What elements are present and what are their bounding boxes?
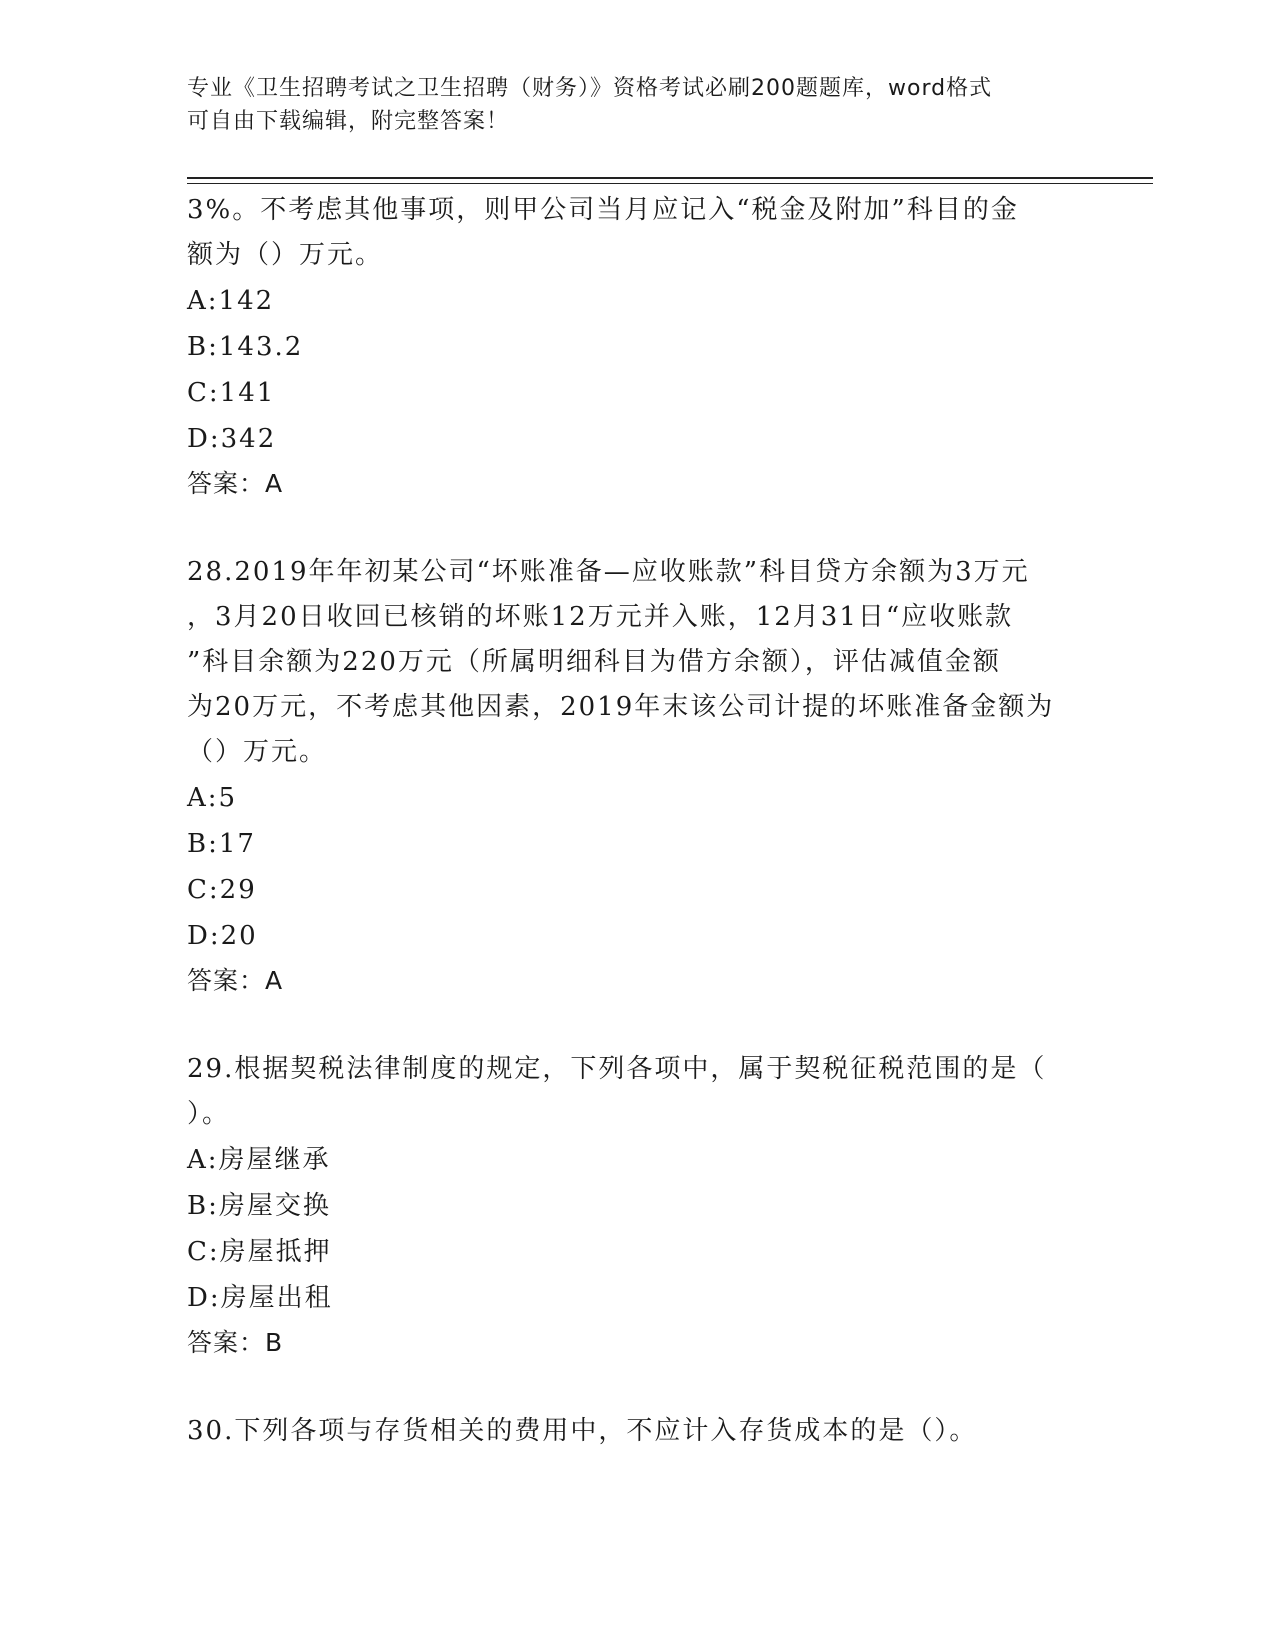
question-item xyxy=(187,550,1087,1003)
question-stem xyxy=(187,550,1087,775)
answer-line: 答案：A xyxy=(187,966,284,995)
stem-line: 额为（）万元。 xyxy=(187,240,384,270)
stem-line: （）万元。 xyxy=(187,737,328,767)
option-b: B:143.2 xyxy=(187,332,304,362)
option-d: D:20 xyxy=(187,921,258,951)
option-c: C:141 xyxy=(187,378,276,408)
stem-line: 为20万元，不考虑其他因素，2019年末该公司计提的坏账准备金额为 xyxy=(187,692,1055,722)
question-item xyxy=(187,1047,1087,1365)
question-stem xyxy=(187,1409,1087,1454)
stem-line: 28.2019年年初某公司“坏账准备—应收账款”科目贷方余额为3万元 xyxy=(187,557,1030,587)
question-item xyxy=(187,188,1087,506)
stem-line: ，3月20日收回已核销的坏账12万元并入账，12月31日“应收账款 xyxy=(187,602,1014,632)
option-b: B:房屋交换 xyxy=(187,1191,331,1221)
option-c: C:29 xyxy=(187,875,257,905)
question-stem xyxy=(187,1047,1087,1137)
option-c: C:房屋抵押 xyxy=(187,1237,332,1267)
answer-line: 答案：A xyxy=(187,469,284,498)
question-item xyxy=(187,1409,1087,1454)
option-b: B:17 xyxy=(187,829,256,859)
option-a: A:房屋继承 xyxy=(187,1145,331,1175)
option-a: A:142 xyxy=(187,286,275,316)
document-header xyxy=(187,72,1067,138)
header-line-1: 专业《卫生招聘考试之卫生招聘（财务）》资格考试必刷200题题库，word格式 xyxy=(187,76,993,101)
stem-line: 3%。不考虑其他事项，则甲公司当月应记入“税金及附加”科目的金 xyxy=(187,195,1019,225)
question-stem xyxy=(187,188,1087,278)
question-list xyxy=(187,188,1087,1454)
stem-line: ”科目余额为220万元（所属明细科目为借方余额），评估减值金额 xyxy=(187,647,1001,677)
answer-line: 答案：B xyxy=(187,1328,284,1357)
option-d: D:342 xyxy=(187,424,277,454)
header-line-2: 可自由下载编辑，附完整答案！ xyxy=(187,109,510,134)
stem-line: 29.根据契税法律制度的规定，下列各项中，属于契税征税范围的是（ xyxy=(187,1054,1047,1084)
stem-line: ）。 xyxy=(187,1099,231,1129)
stem-line: 30.下列各项与存货相关的费用中，不应计入存货成本的是（）。 xyxy=(187,1416,978,1446)
option-d: D:房屋出租 xyxy=(187,1283,333,1313)
header-divider-thick xyxy=(187,177,1153,179)
option-a: A:5 xyxy=(187,783,238,813)
header-divider-thin xyxy=(187,183,1153,184)
